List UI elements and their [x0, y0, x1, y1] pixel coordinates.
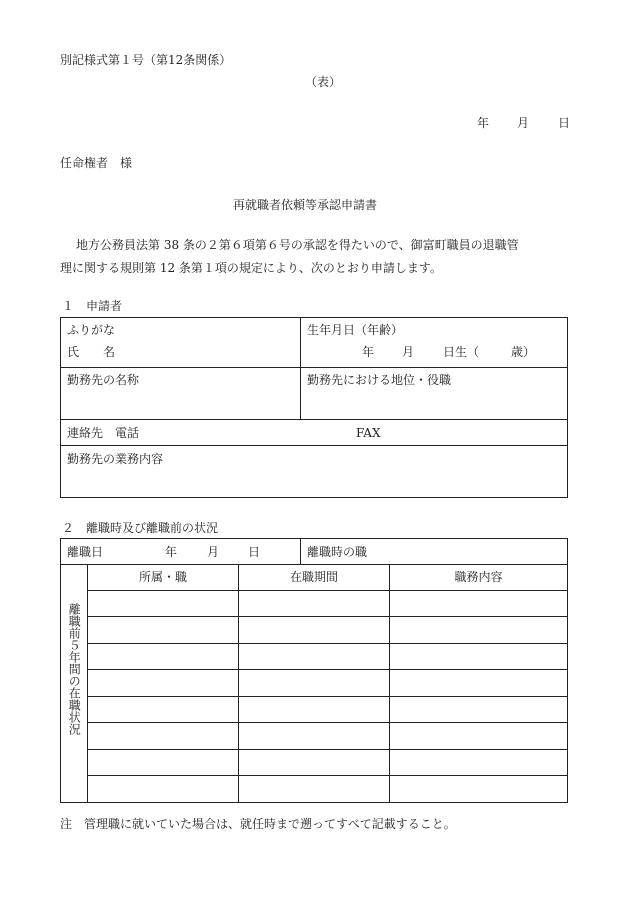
- table-cell[interactable]: [239, 697, 390, 723]
- retirement-table: [60, 538, 568, 803]
- page-side-label: （表）: [305, 75, 342, 89]
- table-cell[interactable]: [239, 776, 390, 803]
- date-day: 日: [558, 116, 571, 130]
- section1-heading: １ 申請者: [62, 299, 123, 313]
- column-header-affiliation-text: 所属・職: [138, 570, 187, 585]
- table-cell[interactable]: [239, 591, 390, 617]
- table-cell[interactable]: [390, 723, 568, 750]
- table-cell[interactable]: [390, 776, 568, 803]
- column-header-duties: [390, 565, 568, 591]
- contact-label: 連絡先 電話: [67, 426, 140, 440]
- birth-age: 歳）: [511, 345, 536, 359]
- table-cell[interactable]: [390, 670, 568, 697]
- table-cell[interactable]: [88, 697, 239, 723]
- table-cell[interactable]: [239, 670, 390, 697]
- workplace-position-label: 勤務先における地位・役職: [307, 373, 452, 387]
- fax-label: FAX: [356, 426, 381, 440]
- retire-month: 月: [207, 545, 220, 559]
- birthdate-label: 生年月日（年齢）: [307, 323, 404, 337]
- column-header-duties-text: 職務内容: [454, 570, 503, 585]
- birth-year: 年: [362, 345, 375, 359]
- birth-month: 月: [402, 345, 415, 359]
- birth-day: 日生（: [443, 345, 480, 359]
- name-cell[interactable]: [61, 318, 301, 368]
- date-year: 年: [477, 116, 490, 130]
- column-header-period: [239, 565, 390, 591]
- retire-day: 日: [248, 545, 261, 559]
- column-header-period-text: 在職期間: [290, 570, 339, 585]
- table-cell[interactable]: [390, 644, 568, 670]
- date-month: 月: [517, 116, 530, 130]
- retire-date-cell[interactable]: [61, 539, 301, 565]
- workplace-position-cell[interactable]: [301, 368, 568, 420]
- birthdate-cell[interactable]: [301, 318, 568, 368]
- table-cell[interactable]: [88, 617, 239, 644]
- addressee: 任命権者 様: [60, 156, 133, 170]
- document-title: 再就職者依頼等承認申請書: [233, 198, 378, 212]
- retire-date-label: 離職日: [67, 545, 104, 559]
- applicant-table: [60, 317, 568, 498]
- table-cell[interactable]: [390, 750, 568, 776]
- column-header-affiliation: [88, 565, 239, 591]
- table-cell[interactable]: [390, 697, 568, 723]
- form-number: 別記様式第１号（第12条関係）: [60, 53, 232, 67]
- table-cell[interactable]: [88, 591, 239, 617]
- table-cell[interactable]: [239, 750, 390, 776]
- name-label: 氏 名: [67, 345, 116, 359]
- section2-heading: ２ 離職時及び離職前の状況: [62, 521, 219, 535]
- footnote: 注 管理職に就いていた場合は、就任時まで遡ってすべて記載すること。: [60, 817, 456, 831]
- intro-line-1: 地方公務員法第 38 条の２第６項第６号の承認を得たいので、御富町職員の退職管: [76, 238, 519, 252]
- intro-line-2: 理に関する規則第 12 条第１項の規定により、次のとおり申請します。: [60, 261, 442, 275]
- table-cell[interactable]: [88, 670, 239, 697]
- workplace-name-label: 勤務先の名称: [67, 373, 140, 387]
- table-cell[interactable]: [239, 617, 390, 644]
- retire-year: 年: [165, 545, 178, 559]
- vertical-label: 離職前５年間の在職状況: [67, 603, 82, 735]
- table-cell[interactable]: [239, 723, 390, 750]
- table-cell[interactable]: [88, 644, 239, 670]
- table-cell[interactable]: [88, 750, 239, 776]
- furigana-label: ふりがな: [67, 323, 116, 337]
- business-label: 勤務先の業務内容: [67, 452, 164, 466]
- business-cell[interactable]: [61, 446, 568, 498]
- workplace-name-cell[interactable]: [61, 368, 301, 420]
- contact-cell[interactable]: [61, 420, 568, 446]
- retire-post-label: 離職時の職: [307, 545, 368, 559]
- table-cell[interactable]: [390, 591, 568, 617]
- table-cell[interactable]: [88, 776, 239, 803]
- table-cell[interactable]: [88, 723, 239, 750]
- vertical-label-cell: [61, 565, 88, 803]
- table-cell[interactable]: [239, 644, 390, 670]
- table-cell[interactable]: [390, 617, 568, 644]
- retire-post-cell[interactable]: [301, 539, 568, 565]
